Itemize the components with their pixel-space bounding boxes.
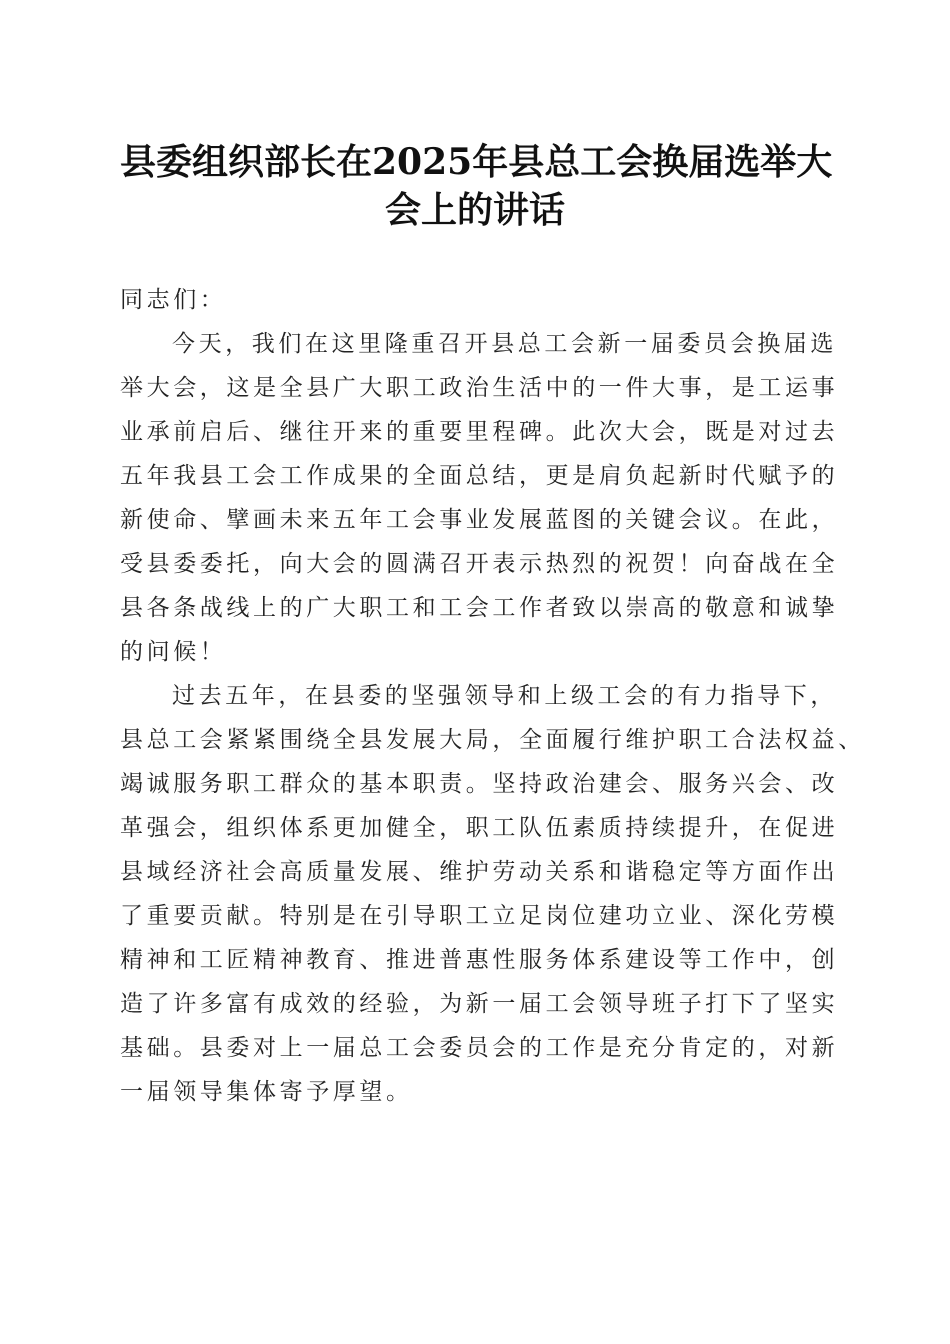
paragraph-line: 业承前启后、继往开来的重要里程碑。此次大会，既是对过去 (120, 419, 839, 445)
paragraph-line: 过去五年，在县委的坚强领导和上级工会的有力指导下， (172, 683, 837, 709)
paragraph-line: 造了许多富有成效的经验，为新一届工会领导班子打下了坚实 (120, 991, 839, 1017)
paragraph-line: 基础。县委对上一届总工会委员会的工作是充分肯定的，对新 (120, 1035, 839, 1061)
paragraph-line: 受县委委托，向大会的圆满召开表示热烈的祝贺！向奋战在全 (120, 551, 839, 577)
title-line-2: 会上的讲话 (384, 189, 565, 231)
paragraph-line: 革强会，组织体系更加健全，职工队伍素质持续提升，在促进 (120, 815, 839, 841)
paragraph-2 (120, 674, 865, 1114)
paragraph-line: 今天，我们在这里隆重召开县总工会新一届委员会换届选 (172, 331, 837, 357)
document-title (120, 138, 833, 234)
paragraph-line: 举大会，这是全县广大职工政治生活中的一件大事，是工运事 (120, 375, 839, 401)
paragraph-line: 新使命、擘画未来五年工会事业发展蓝图的关键会议。在此， (120, 507, 839, 533)
paragraph-line: 一届领导集体寄予厚望。 (120, 1079, 413, 1105)
paragraph-line: 县域经济社会高质量发展、维护劳动关系和谐稳定等方面作出 (120, 859, 839, 885)
paragraph-line: 县各条战线上的广大职工和工会工作者致以崇高的敬意和诚挚 (120, 595, 839, 621)
paragraph-line: 了重要贡献。特别是在引导职工立足岗位建功立业、深化劳模 (120, 903, 839, 929)
paragraph-line: 五年我县工会工作成果的全面总结，更是肩负起新时代赋予的 (120, 463, 839, 489)
paragraph-line: 精神和工匠精神教育、推进普惠性服务体系建设等工作中，创 (120, 947, 839, 973)
document-body (120, 278, 865, 1114)
paragraph-line: 竭诚服务职工群众的基本职责。坚持政治建会、服务兴会、改 (120, 771, 839, 797)
title-line-1: 县委组织部长在2025年县总工会换届选举大 (120, 141, 833, 183)
paragraph-1 (120, 322, 839, 674)
paragraph-line: 县总工会紧紧围绕全县发展大局，全面履行维护职工合法权益、 (120, 727, 865, 753)
salutation: 同志们： (120, 287, 227, 313)
paragraph-line: 的问候！ (120, 639, 227, 665)
